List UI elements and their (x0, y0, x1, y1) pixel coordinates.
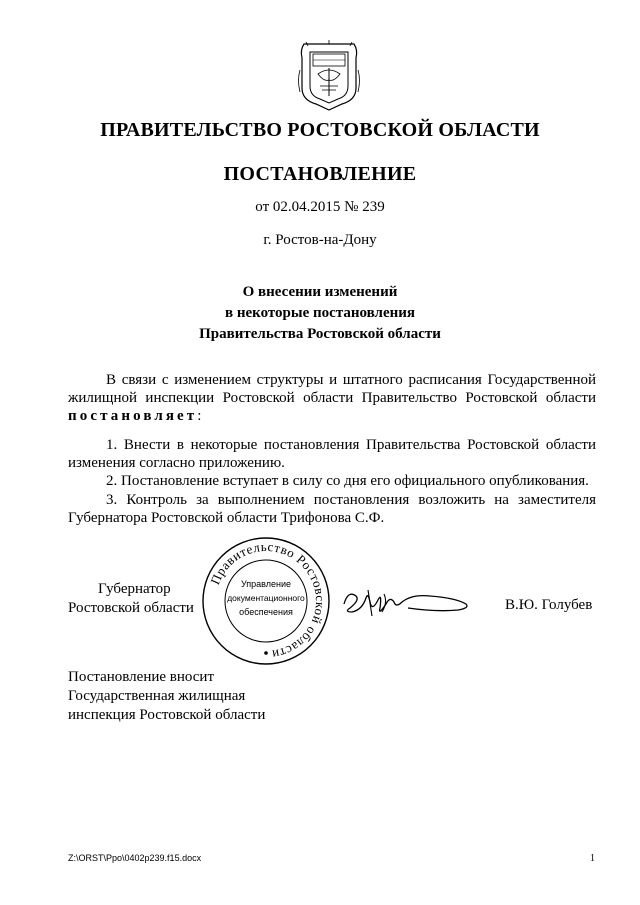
submitted-by-line: Постановление вносит (68, 669, 215, 685)
submitted-by-line: инспекция Ростовской области (68, 707, 266, 723)
decree-item-3: 3. Контроль за выполнением постановления возложить на заместителя Губернатора Ростовской области Трифонова С.Ф. (68, 492, 596, 526)
subject-line: Правительства Ростовской области (199, 326, 441, 342)
page-number: 1 (590, 853, 595, 864)
preamble-paragraph (68, 371, 596, 425)
preamble-text: В связи с изменением структуры и штатного расписания Государственной жилищной инспекции Ростовской области Правительство Ростовской области (68, 372, 596, 406)
decree-item-1: 1. Внести в некоторые постановления Правительства Ростовской области изменения согласно приложению. (68, 437, 596, 471)
decree-colon: : (197, 408, 202, 424)
subject-line: О внесении изменений (242, 284, 398, 300)
official-stamp (200, 535, 332, 667)
decree-item-2: 2. Постановление вступает в силу со дня его официального опубликования. (106, 473, 589, 489)
decree-word: постановляет (68, 408, 198, 424)
stamp-line: документационного (227, 593, 305, 603)
signatory-title-line1: Губернатор (98, 581, 171, 597)
document-date-number: от 02.04.2015 № 239 (255, 199, 385, 215)
stamp-line: Управление (240, 579, 292, 589)
signatory-name: В.Ю. Голубев (505, 597, 593, 613)
stamp-ring-text: Правительство Ростовской области (207, 538, 329, 663)
subject-heading (0, 282, 640, 345)
submitted-by-line: Государственная жилищная (68, 688, 246, 704)
city-line: г. Ростов-на-Дону (263, 232, 377, 248)
signatory-title-line2: Ростовской области (68, 600, 194, 616)
stamp-line: обеспечения (239, 607, 293, 617)
handwritten-signature (338, 582, 474, 622)
coat-of-arms-icon (296, 40, 362, 112)
organization-title: ПРАВИТЕЛЬСТВО РОСТОВСКОЙ ОБЛАСТИ (100, 119, 540, 141)
footer-file-path: Z:\ORST\Ppo\0402p239.f15.docx (68, 853, 202, 863)
document-type: ПОСТАНОВЛЕНИЕ (223, 163, 417, 185)
subject-line: в некоторые постановления (224, 305, 416, 321)
